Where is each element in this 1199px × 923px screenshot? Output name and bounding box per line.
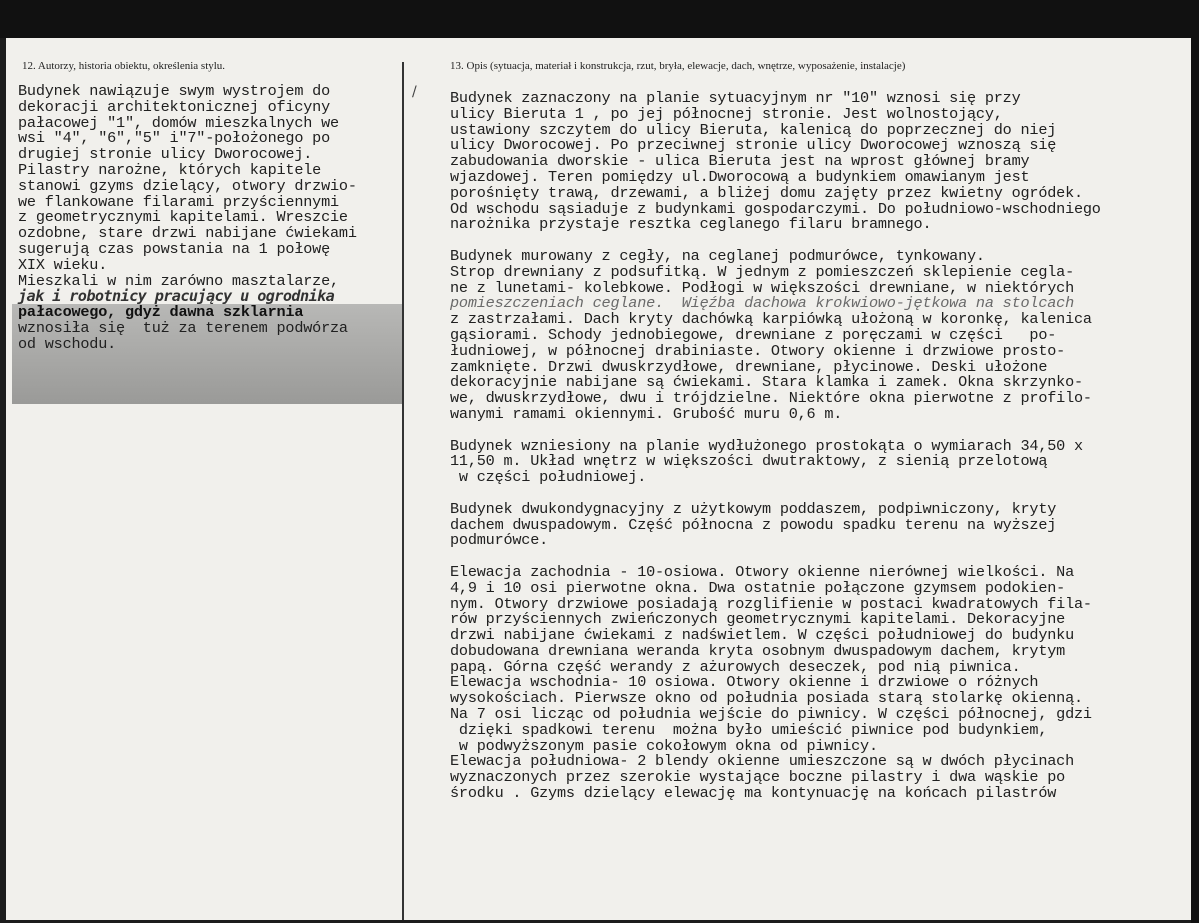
section-13-text-line: dekoracyjnie nabijane są ćwiekami. Stara klamka i zamek. Okna skrzynko- [450,373,1083,392]
section-13-text-line: narożnika przystaje resztka ceglanego filaru bramnego. [450,215,932,234]
section-13-text-line: dobudowana drewniana weranda kryta osobnym dwuspadowym dachem, krytym [450,641,1066,660]
section-13-text [450,91,1190,802]
section-13-text-line: Od wschodu sąsiaduje z budynkami gospodarczymi. Do południowo-wschodniego [450,199,1101,218]
section-13-text-line: rów przyściennych zwieńczonych geometrycznymi kapitelami. Dekoracyjne [450,610,1066,629]
section-13-text-line: zabudowania dworskie - ulica Bieruta jest na wprost głównej bramy [450,152,1030,171]
section-12-text-line: pałacowej "1", domów mieszkalnych we [18,113,339,132]
section-13-text-line: ulicy Bieruta 1 , po jej północnej stronie. Jest wolnostojący, [450,104,1003,123]
section-12-text-line: dekoracji architektonicznej oficyny [18,97,330,116]
section-13-text-line: Strop drewniany z podsufitką. W jednym z pomieszczeń sklepienie cegla- [450,262,1074,281]
section-12-text-line: we flankowane filarami przyściennymi [18,192,339,211]
section-13-text-line: z zastrzałami. Dach kryty dachówką karpiówką ułożoną w koronkę, kalenica [450,310,1092,329]
section-13-text-line: ne z lunetami- kolebkowe. Podłogi w większości drewniane, w niektórych [450,278,1074,297]
section-13-text-line: porośnięty trawą, drzewami, a bliżej domu zajęty przez kwietny ogródek. [450,183,1083,202]
section-12-text-line: pałacowego, gdyż dawna szklarnia [18,303,304,322]
section-13-text-line: Elewacja wschodnia- 10 osiowa. Otwory okienne i drzwiowe o różnych [450,673,1039,692]
section-12-text-line: Budynek nawiązuje swym wystrojem do [18,82,330,100]
section-12-text-line: drugiej stronie ulicy Dworocowej. [18,145,313,164]
section-13-text-line: 11,50 m. Układ wnętrz w większości dwutraktowy, z sienią przelotową [450,452,1048,471]
section-13-text-line: podmurówce. [450,531,549,550]
section-13-text-line: Elewacja zachodnia - 10-osiowa. Otwory okienne nierównej wielkości. Na [450,562,1074,581]
section-13-text-line: Budynek murowany z cegły, na ceglanej podmurówce, tynkowany. [450,246,985,265]
column-divider [402,62,404,920]
section-13-text-line: ustawiony szczytem do ulicy Bieruta, kalenicą do poprzecznej do niej [450,120,1057,139]
section-13-text-line: Budynek dwukondygnacyjny z użytkowym poddaszem, podpiwniczony, kryty [450,499,1057,518]
section-12-text-line: stanowi gzyms dzielący, otwory drzwio- [18,176,357,195]
section-13-text-line: dachem dwuspadowym. Część północna z powodu spadku terenu na wyższej [450,515,1057,534]
section-13-text-line: we, dwuskrzydłowe, dwu i trójdzielne. Niektóre okna pierwotne z profilo- [450,389,1092,408]
section-13-text-line: wyznaczonych przez szerokie wystające boczne pilastry i dwa wąskie po [450,768,1066,787]
section-13-header: 13. Opis (sytuacja, materiał i konstrukcja, rzut, bryła, elewacje, dach, wnętrze, wyposażenie, instalacje) [450,60,906,72]
document-page [6,0,1198,920]
section-13-text-line: Na 7 osi licząc od południa wejście do piwnicy. W części północnej, gdzi [450,705,1092,724]
section-12-text-line: od wschodu. [18,334,117,353]
section-12-text [18,84,398,353]
section-13-text-line: dzięki spadkowi terenu można było umieścić piwnice pod budynkiem, [450,720,1048,739]
section-12-header: 12. Autorzy, historia obiektu, określenia stylu. [22,60,226,72]
section-13-text-line: gąsiorami. Schody jednobiegowe, drewniane z poręczami w części po- [450,325,1057,344]
section-13-text-line: Budynek wzniesiony na planie wydłużonego prostokąta o wymiarach 34,50 x [450,436,1083,455]
section-13-text-line: Budynek zaznaczony na planie sytuacyjnym nr "10" wznosi się przy [450,89,1021,107]
section-13-text-line: nym. Otwory drzwiowe posiadają rozglifienie w postaci kwadratowych fila- [450,594,1092,613]
section-12-text-line: z geometrycznymi kapitelami. Wreszcie [18,208,348,227]
section-13-text-line: drzwi nabijane ćwiekami z nadświetlem. W części południowej do budynku [450,626,1074,645]
scan-border-top [0,0,1199,38]
section-13-text-line: pomieszczeniach ceglane. Więźba dachowa krokwiowo-jętkowa na stolcach [450,294,1074,313]
section-13-text-line: wanymi ramami okiennymi. Grubość muru 0,6 m. [450,404,843,423]
section-12-text-line: XIX wieku. [18,255,108,274]
section-13-text-line: 4,9 i 10 osi pierwotne okna. Dwa ostatnie połączone gzymsem podokien- [450,578,1066,597]
section-12-text-line: Mieszkali w nim zarówno masztalarze, [18,271,339,290]
section-13-text-line: w podwyższonym pasie cokołowym okna od piwnicy. [450,736,878,755]
section-13-text-line: środku . Gzyms dzielący elewację ma kontynuację na końcach pilastrów [450,784,1057,803]
section-13-text-line: ulicy Dworocowej. Po przeciwnej stronie ulicy Dworocowej wznoszą się [450,136,1057,155]
section-13-text-line: wysokościach. Pierwsze okno od południa posiada starą stolarkę okienną. [450,689,1083,708]
section-13-text-line: Elewacja południowa- 2 blendy okienne umieszczone są w dwóch płycinach [450,752,1074,771]
section-12-text-line: jak i robotnicy pracujący u ogrodnika [18,287,335,306]
section-12-text-line: sugerują czas powstania na 1 połowę [18,239,330,258]
section-13-text-line: papą. Górna część werandy z ażurowych deseczek, pod nią piwnica. [450,657,1021,676]
section-13-text-line: w części południowej. [450,468,647,487]
scan-border-right [1191,0,1199,923]
section-13-text-line: wjazdowej. Teren pomiędzy ul.Dworocową a budynkiem omawianym jest [450,167,1030,186]
section-13-text-line: zamknięte. Drzwi dwuskrzydłowe, drewniane, płycinowe. Deski ułożone [450,357,1048,376]
section-12-text-line: wsi "4", "6","5" i"7"-położonego po [18,129,330,148]
section-13-text-line: łudniowej, w północnej drabiniaste. Otwory okienne i drzwiowe prosto- [450,341,1066,360]
stray-mark: / [412,84,417,100]
section-12-text-line: Pilastry narożne, których kapitele [18,160,322,179]
section-12-text-line: ozdobne, stare drzwi nabijane ćwiekami [18,224,357,243]
section-12-text-line: wznosiła się tuż za terenem podwórza [18,318,348,337]
